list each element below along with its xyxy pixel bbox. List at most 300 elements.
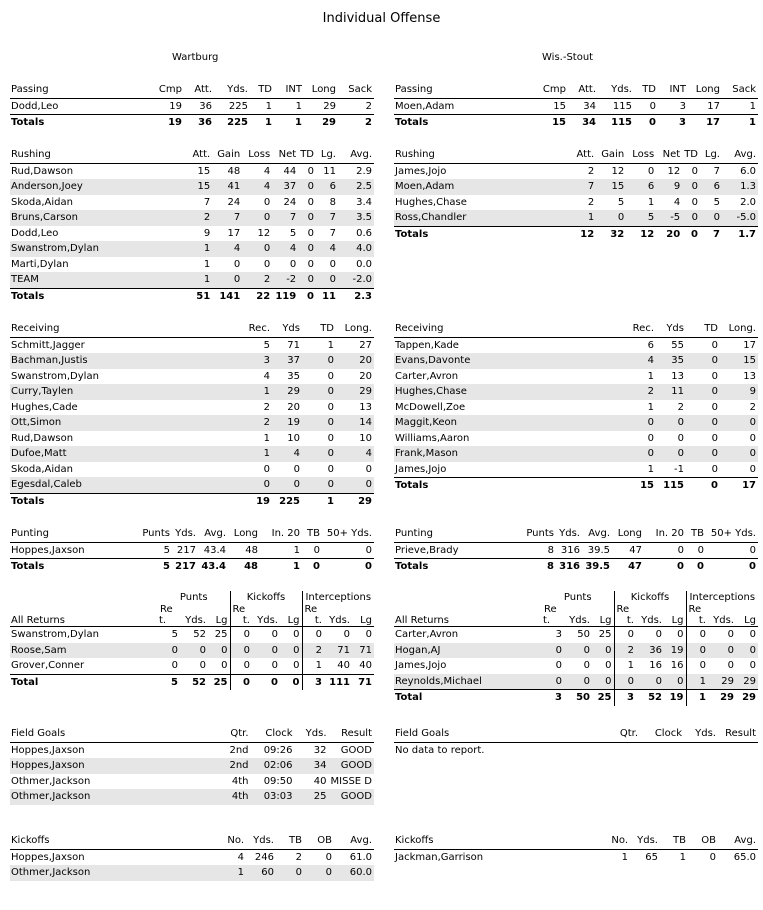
stat-value: 4th	[231, 775, 249, 787]
stat-value: 0	[307, 227, 314, 239]
table-row	[10, 400, 374, 416]
stat-value: 1	[647, 401, 654, 413]
stat-value: 37	[272, 179, 298, 195]
stat-value: 0	[700, 210, 722, 226]
total-value: 32	[596, 226, 626, 242]
player-name: Ross,Chandler	[394, 210, 556, 226]
stat-value: 29	[272, 384, 302, 400]
stat-value: 0	[365, 463, 372, 475]
stat-value: 0	[327, 463, 334, 475]
rushing-col-header: Loss	[626, 147, 656, 163]
kickoffs-col-header: Kickoffs	[10, 833, 216, 849]
field-goals-left	[10, 726, 374, 805]
stat-value: 0	[605, 660, 612, 671]
passing-col-header: INT	[274, 82, 304, 98]
stat-value: 6	[316, 179, 338, 195]
passing-col-header: Passing	[10, 82, 144, 98]
stat-value: 50	[564, 690, 592, 706]
stat-value: 19	[272, 415, 302, 431]
player-name: Moen,Adam	[394, 179, 556, 195]
stat-value: 29	[736, 674, 758, 690]
stat-value: 40	[359, 660, 372, 671]
receiving-col-header: Rec.	[236, 321, 272, 337]
stat-value: 5	[713, 196, 720, 208]
player-name: Reynolds,Michael	[394, 674, 542, 690]
table-row	[10, 742, 374, 758]
stat-value: 2	[236, 415, 272, 431]
stat-value: 1	[686, 674, 708, 690]
totals-row	[10, 493, 374, 509]
passing-col-header: Att.	[568, 82, 598, 98]
total-value: 29	[304, 115, 338, 131]
stat-value: 0	[583, 660, 590, 671]
table-row	[394, 353, 758, 369]
passing-col-header: Long	[304, 82, 338, 98]
stat-value: 0	[592, 674, 614, 690]
stat-value: 4	[620, 353, 656, 369]
stat-value: 3.5	[338, 210, 374, 226]
stat-value: 34	[583, 100, 596, 112]
stat-value: 0	[686, 415, 720, 431]
totals-row	[10, 115, 374, 131]
stat-value: 1	[236, 384, 272, 400]
rushing-col-header: Rushing	[394, 147, 556, 163]
stat-value: 1	[295, 100, 302, 112]
stat-value: 2	[295, 851, 302, 863]
return-subcol-header: Lg	[208, 615, 230, 627]
table-row	[10, 774, 374, 790]
stat-value: 2.9	[356, 165, 372, 177]
table-row	[10, 643, 374, 659]
player-name: Roose,Sam	[10, 643, 158, 659]
totals-row	[394, 115, 758, 131]
kickoffs-col-header: No.	[600, 833, 630, 849]
stat-value: 48	[245, 544, 258, 556]
stat-value: 5	[163, 544, 170, 556]
stat-value: 3.4	[356, 196, 372, 208]
stat-value: 225	[228, 100, 248, 112]
stat-value: 0	[236, 477, 272, 493]
totals-label: Totals	[10, 115, 144, 131]
table-row	[394, 627, 758, 643]
total-value: 0	[686, 559, 706, 575]
field_goals-col-header: Clock	[640, 726, 684, 742]
punting-col-header: Long	[612, 526, 644, 542]
stat-value: 36	[199, 100, 212, 112]
stat-value: GOOD	[329, 789, 374, 805]
stat-value: 52	[636, 690, 664, 706]
rushing-col-header: TD	[682, 147, 700, 163]
player-name: Williams,Aaron	[395, 432, 470, 444]
stat-value: 0	[325, 851, 332, 863]
stat-value: 0	[677, 629, 684, 640]
stat-value: 7	[556, 179, 596, 195]
stat-value: 0.6	[356, 227, 372, 239]
stat-value: 0	[307, 165, 314, 177]
stat-value: 12	[257, 227, 271, 239]
table-row	[10, 542, 374, 559]
table-row	[394, 431, 758, 447]
total-value: 15	[620, 478, 656, 494]
totals-row	[394, 690, 758, 706]
return-subcol-header: Yds.	[252, 615, 280, 627]
table-row	[394, 179, 758, 195]
receiving-col-header: Long.	[336, 321, 374, 337]
stat-value: 0	[302, 353, 336, 369]
total-value: 43.4	[198, 559, 228, 575]
return-subcol-header: Yds.	[180, 615, 208, 627]
stat-value: -2	[272, 272, 298, 288]
player-name: Skoda,Aidan	[11, 196, 73, 208]
totals-label: Totals	[394, 115, 528, 131]
total-value: 1.7	[722, 226, 758, 242]
table-row	[10, 179, 374, 195]
ret-header-bottom: t.	[158, 615, 180, 627]
stat-value: 09:50	[263, 775, 293, 787]
stat-value: 0	[230, 627, 252, 643]
kickoffs-col-header: OB	[304, 833, 334, 849]
table-row	[10, 462, 374, 478]
stat-value: 0	[691, 165, 698, 177]
stat-value: 0	[564, 643, 592, 659]
stat-value: 60.0	[334, 865, 374, 881]
player-name: James,Jojo	[395, 463, 447, 475]
total-value: 1	[274, 115, 304, 131]
stat-value: 0	[656, 446, 686, 462]
stat-value: 0	[564, 674, 592, 690]
stat-value: 115	[612, 100, 632, 112]
table-row	[10, 241, 374, 257]
table-row	[10, 446, 374, 462]
stat-value: 25	[208, 674, 230, 690]
stat-value: 0	[263, 196, 271, 208]
stat-value: 0	[647, 432, 654, 444]
stat-value: 0	[749, 544, 756, 556]
stat-value: 0	[697, 544, 704, 556]
stat-value: 41	[212, 179, 242, 195]
totals-label: Totals	[10, 493, 236, 509]
stat-value: 0.0	[356, 258, 372, 270]
stat-value: 19	[664, 690, 686, 706]
stat-value: 0	[242, 241, 272, 257]
stat-value: 10	[287, 432, 300, 444]
table-row	[394, 384, 758, 400]
stat-value: 0	[230, 674, 252, 690]
stat-value: 1	[556, 210, 596, 226]
stat-value: 0	[686, 384, 720, 400]
table-row	[10, 758, 374, 774]
passing-col-header: Long	[688, 82, 722, 98]
stat-value: 7	[713, 165, 720, 177]
stat-value: 0	[302, 446, 336, 462]
player-name: Marti,Dylan	[11, 258, 69, 270]
rushing-col-header: Avg.	[338, 147, 374, 163]
passing-col-header: Yds.	[214, 82, 250, 98]
stat-value: 4	[336, 446, 374, 462]
stat-value: 1	[302, 658, 324, 674]
total-value: 7	[700, 226, 722, 242]
stat-value: 44	[283, 165, 297, 177]
passing-col-header: Cmp	[528, 82, 568, 98]
receiving-col-header: Rec.	[620, 321, 656, 337]
totals-row	[10, 674, 374, 690]
stat-value: 1	[621, 851, 628, 863]
stat-value: 0	[686, 353, 720, 369]
stat-value: 4	[272, 446, 302, 462]
passing-col-header: Sack	[722, 82, 758, 98]
stat-value: 20	[336, 353, 374, 369]
return-group-header: Interceptions	[686, 591, 758, 604]
receiving-col-header: Yds	[656, 321, 686, 337]
stat-value: 0	[647, 165, 655, 177]
stat-value: 1	[236, 446, 272, 462]
total-value: 2.3	[338, 288, 374, 304]
table-row	[10, 384, 374, 400]
stat-value: 25	[598, 629, 612, 640]
stat-value: -5.0	[722, 210, 758, 226]
stat-value: 0	[302, 477, 336, 493]
table-row	[394, 446, 758, 462]
kickoffs-col-header: Avg.	[718, 833, 758, 849]
stat-value: 0	[302, 415, 336, 431]
kickoffs-left	[10, 833, 374, 881]
total-value: 20	[656, 226, 682, 242]
table-row	[10, 431, 374, 447]
field_goals-col-header: Yds.	[295, 726, 329, 742]
stat-value: 27	[359, 339, 372, 351]
stat-value: 0	[636, 674, 664, 690]
stat-value: 2nd	[229, 744, 249, 756]
stat-value: 1	[203, 258, 211, 270]
ret-header-top: Re	[230, 604, 252, 615]
totals-row	[394, 226, 758, 242]
player-name: James,Jojo	[395, 660, 447, 671]
stat-value: 0	[208, 643, 230, 659]
stat-value: 7	[329, 227, 336, 239]
stat-value: 12	[611, 165, 625, 177]
stat-value: 71	[352, 643, 374, 659]
return-subcol-header: Yds.	[636, 615, 664, 627]
total-value: 1	[302, 493, 336, 509]
player-name: Skoda,Aidan	[11, 463, 73, 475]
stat-value: -5	[656, 210, 682, 226]
stat-value: 2.0	[740, 196, 756, 208]
ret-header-top: Re	[544, 604, 557, 615]
stat-value: 25	[214, 629, 228, 640]
stat-value: 0	[329, 258, 336, 270]
return-subcol-header: Lg	[352, 615, 374, 627]
table-row	[10, 195, 374, 211]
stat-value: 9	[656, 179, 682, 195]
player-name: Othmer,Jackson	[11, 775, 91, 787]
total-value: 12	[556, 226, 596, 242]
table-row	[10, 163, 374, 179]
stat-value: 09:26	[263, 744, 293, 756]
stat-value: 16	[670, 660, 684, 671]
table-row	[394, 210, 758, 226]
table-row	[394, 98, 758, 115]
page-title: Individual Offense	[322, 11, 441, 26]
stat-value: 36	[636, 643, 664, 659]
stat-value: 65	[645, 851, 658, 863]
total-value: 115	[656, 478, 686, 494]
ret-header-top: Re	[160, 604, 173, 615]
player-name: Evans,Davonte	[394, 353, 620, 369]
player-name: Othmer,Jackson	[10, 865, 216, 881]
returns-right	[394, 591, 758, 706]
stat-value: 0	[327, 370, 334, 382]
stat-value: 2	[749, 401, 756, 413]
stat-value: 0	[242, 210, 272, 226]
player-name: McDowell,Zoe	[395, 401, 466, 413]
total-value: 22	[242, 288, 272, 304]
stat-value: 7	[272, 210, 298, 226]
kickoffs-col-header: OB	[688, 833, 718, 849]
stat-value: 0	[158, 643, 180, 659]
stat-value: 0	[542, 643, 564, 659]
table-row	[394, 369, 758, 385]
total-value: 3	[658, 115, 688, 131]
rushing-right	[394, 147, 758, 242]
stat-value: 0	[682, 179, 700, 195]
stat-value: 2	[587, 165, 595, 177]
return-subcol-header: Lg	[280, 615, 302, 627]
stat-value: 0	[677, 432, 684, 444]
totals-row	[10, 559, 374, 575]
ret-header-bottom: t.	[542, 615, 564, 627]
stat-value: 61.0	[349, 851, 372, 863]
stat-value: 37	[272, 353, 302, 369]
kickoffs-col-header: Avg.	[334, 833, 374, 849]
stat-value: 8	[329, 196, 336, 208]
stat-value: 0	[199, 660, 206, 671]
stat-value: 47	[629, 544, 642, 556]
rushing-col-header: Lg.	[700, 147, 722, 163]
player-name: Hughes,Chase	[394, 384, 620, 400]
return-subcol-header: Lg	[664, 615, 686, 627]
receiving-col-header: TD	[302, 321, 336, 337]
stat-value: 52	[180, 674, 208, 690]
stat-value: 20	[359, 370, 372, 382]
team-name-left: Wartburg	[172, 52, 219, 63]
stat-value: 1	[293, 544, 300, 556]
stat-value: 6	[626, 179, 656, 195]
stat-value: 29	[708, 674, 736, 690]
player-name: Moen,Adam	[395, 100, 455, 112]
player-name: Swanstrom,Dylan	[11, 370, 99, 382]
total-value: 48	[228, 559, 260, 575]
stat-value: 50	[577, 629, 590, 640]
stat-value: 1	[614, 658, 636, 674]
return-subcol-header: Yds.	[708, 615, 736, 627]
stat-value: 65.0	[733, 851, 756, 863]
stat-value: 6	[700, 179, 722, 195]
stat-value: 29	[736, 690, 758, 706]
player-name: Schmitt,Jagger	[11, 339, 85, 351]
stat-value: 0	[180, 643, 208, 659]
stat-value: 2	[365, 100, 372, 112]
stat-value: 1	[647, 370, 654, 382]
stat-value: 0	[298, 241, 316, 257]
stat-value: 0	[289, 258, 297, 270]
stat-value: MISSE D	[330, 775, 372, 787]
totals-label: Totals	[394, 478, 620, 494]
rushing-col-header: Rushing	[10, 147, 172, 163]
passing-col-header: TD	[634, 82, 658, 98]
total-value: 19	[144, 115, 184, 131]
receiving-col-header: TD	[686, 321, 720, 337]
stat-value: 4th	[217, 789, 251, 805]
player-name: Hughes,Chase	[395, 196, 467, 208]
player-name: Total	[10, 674, 158, 690]
stat-value: 3	[542, 690, 564, 706]
stat-value: 4	[263, 370, 270, 382]
totals-label: Totals	[10, 559, 136, 575]
stat-value: 19	[169, 100, 182, 112]
stat-value: 0	[677, 544, 684, 556]
table-row	[10, 98, 374, 115]
stat-value: 5	[617, 196, 625, 208]
stat-value: -1	[674, 463, 684, 475]
stat-value: 6.0	[740, 165, 756, 177]
total-value: 0	[682, 226, 700, 242]
kickoffs-right	[394, 833, 758, 865]
player-name: Hoppes,Jaxson	[10, 758, 217, 774]
table-row	[394, 849, 758, 865]
total-value: 0	[298, 288, 316, 304]
player-name: Hoppes,Jaxson	[11, 544, 85, 556]
total-value: 47	[612, 559, 644, 575]
stat-value: 0	[614, 627, 636, 643]
kickoffs-col-header: Kickoffs	[394, 833, 600, 849]
stat-value: 0	[230, 658, 252, 674]
total-value: 1	[722, 115, 758, 131]
stat-value: 5	[171, 629, 178, 640]
player-name: Ott,Simon	[10, 415, 236, 431]
totals-row	[394, 478, 758, 494]
table-row	[394, 415, 758, 431]
total-value: 19	[236, 493, 272, 509]
field_goals-col-header: Field Goals	[10, 726, 217, 742]
rushing-col-header: Gain	[212, 147, 242, 163]
table-row	[10, 257, 374, 273]
total-value: 1	[260, 559, 302, 575]
ret-header-top: Re	[686, 604, 708, 615]
stat-value: 0	[316, 272, 338, 288]
total-value: 0	[644, 559, 686, 575]
stat-value: 4	[272, 241, 298, 257]
punting-col-header: Punts	[520, 526, 556, 542]
stat-value: 5	[158, 674, 180, 690]
return-group-header: Kickoffs	[230, 591, 302, 604]
stat-value: 13	[671, 370, 684, 382]
player-name: Swanstrom,Dylan	[11, 629, 99, 640]
stat-value: 1.3	[722, 179, 758, 195]
total-value: 39.5	[582, 559, 612, 575]
stat-value: 1	[679, 851, 686, 863]
stat-value: 0	[271, 660, 278, 671]
stat-value: 0	[271, 629, 278, 640]
table-row	[10, 658, 374, 674]
stat-value: 0	[313, 544, 320, 556]
rushing-col-header: Att.	[172, 147, 212, 163]
stat-value: 4	[316, 241, 338, 257]
stat-value: 35	[656, 353, 686, 369]
ret-header-bottom: t.	[302, 615, 324, 627]
punting-col-header: Avg.	[582, 526, 612, 542]
player-name: Anderson,Joey	[10, 179, 172, 195]
table-row	[394, 195, 758, 211]
